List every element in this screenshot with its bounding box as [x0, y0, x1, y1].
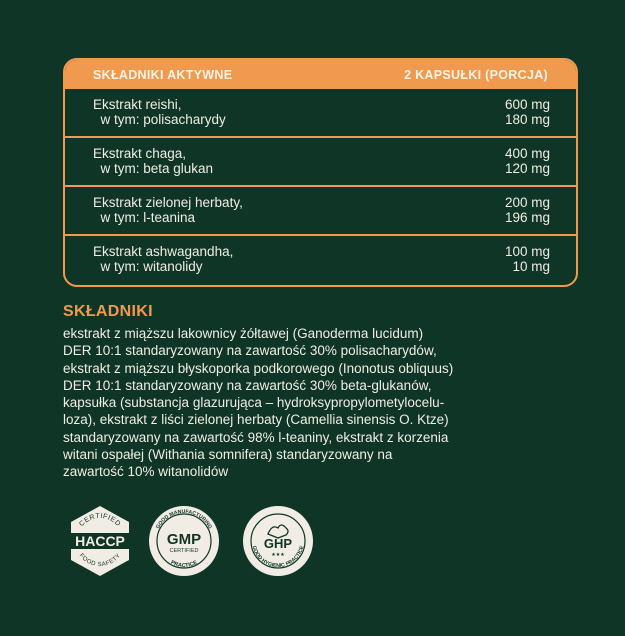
ingredient-name: Ekstrakt zielonej herbaty, w tym: l-teanina [93, 195, 243, 225]
ingredient-amount: 100 mg 10 mg [504, 244, 550, 274]
ingredient-amount: 200 mg 196 mg [504, 195, 550, 225]
active-ingredients-table [63, 58, 578, 287]
ingredients-title: SKŁADNIKI [63, 303, 153, 320]
table-row [65, 187, 576, 236]
table-row [65, 138, 576, 187]
table-row [65, 236, 576, 285]
haccp-main-text: HACCP [75, 533, 125, 549]
ghp-stars: ★★★ [271, 552, 285, 558]
gmp-top-text: GOOD MANUFACTURING [155, 508, 213, 531]
gmp-bottom-text: PRACTICE [169, 559, 199, 570]
header-active-ingredients: SKŁADNIKI AKTYWNE [93, 67, 233, 82]
ingredient-amount: 400 mg 120 mg [504, 146, 550, 176]
haccp-top-text: CERTIFIED [78, 512, 122, 529]
haccp-bottom-text: FOOD SAFETY [77, 552, 123, 569]
ingredient-name: Ekstrakt reishi, w tym: polisacharydy [93, 97, 226, 127]
haccp-badge-icon [63, 504, 137, 578]
ingredient-name: Ekstrakt chaga, w tym: beta glukan [93, 146, 214, 176]
ghp-badge-icon [241, 504, 315, 578]
ghp-bottom-text: GOOD HYGIENIC PRACTICE [250, 545, 306, 570]
table-row [65, 89, 576, 138]
header-serving: 2 KAPSUŁKI (PORCJA) [404, 67, 548, 82]
gmp-main-text: GMP [166, 531, 202, 548]
ghp-main-text: GHP [263, 536, 293, 551]
ingredient-name: Ekstrakt ashwagandha, w tym: witanolidy [93, 244, 234, 274]
ingredient-amount: 600 mg 180 mg [504, 97, 550, 127]
ingredients-text: ekstrakt z miąższu lakownicy żółtawej (Ganoderma lucidum) DER 10:1 standaryzowany na zawartość 30% polisacharydów, ekstrakt z miąższu błyskoporka podkorowego (Inonotus obliquus) DER 10:1 standaryzowany na zawartość 30% beta-glukanów, kapsułka (substancja glazurująca – hydroksypropylometylocelu- loza), ekstrakt z liści zielonej herbaty (Camellia sinensis O. Ktze) standaryzowany na zawartość 98% l-teaniny, ekstrakt z korzenia witani ospałej (Withania somnifera) standaryzowany na zawartość 10% witanolidów [63, 326, 454, 480]
table-header [65, 60, 576, 89]
gmp-sub-text: CERTIFIED [169, 548, 199, 554]
gmp-badge-icon [147, 504, 221, 578]
